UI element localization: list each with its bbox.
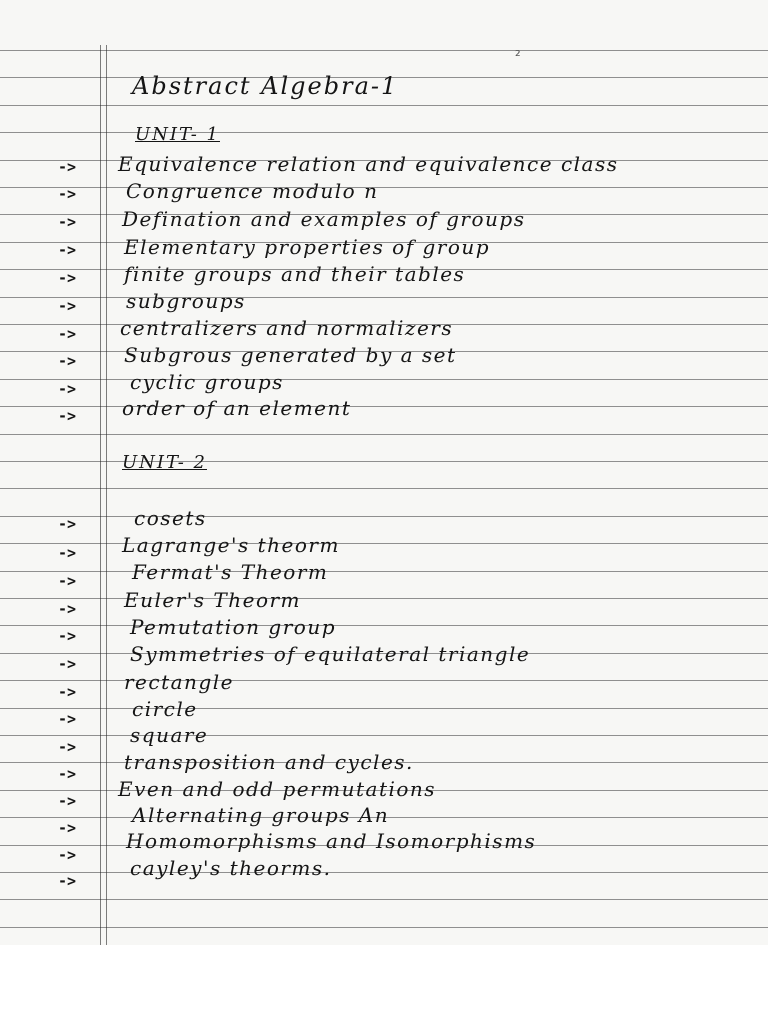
bullet-arrow: -> [58,213,77,231]
unit-1-topic: order of an element [122,396,352,420]
ruled-line [0,105,768,106]
unit-2-topic: Symmetries of equilateral triangle [130,642,531,666]
unit-1-topic: Defination and examples of groups [122,207,526,231]
bullet-arrow: -> [58,819,77,837]
ruled-line [0,708,768,709]
ruled-line [0,488,768,489]
ruled-line [0,899,768,900]
margin-line-left [100,45,101,945]
bullet-arrow: -> [58,846,77,864]
ruled-line [0,461,768,462]
ruled-line [0,379,768,380]
unit-2-topic: square [130,723,209,747]
ruled-line [0,406,768,407]
unit-1-topic: Elementary properties of group [124,235,491,259]
ruled-line [0,625,768,626]
ruled-line [0,598,768,599]
bullet-arrow: -> [58,544,77,562]
ruled-line [0,543,768,544]
bullet-arrow: -> [58,738,77,756]
unit-2-topic: Homomorphisms and Isomorphisms [126,829,537,853]
unit-2-heading: UNIT- 2 [122,452,207,473]
bullet-arrow: -> [58,572,77,590]
unit-2-topic: cayley's theorms. [130,856,332,880]
unit-2-topic: cosets [134,506,207,530]
ruled-line [0,132,768,133]
unit-2-topic: Lagrange's theorm [122,533,340,557]
unit-1-topic: subgroups [126,289,246,313]
ruled-line [0,516,768,517]
bullet-arrow: -> [58,872,77,890]
ruled-line [0,434,768,435]
bullet-arrow: -> [58,765,77,783]
bullet-arrow: -> [58,297,77,315]
unit-1-heading: UNIT- 1 [135,124,220,145]
bullet-arrow: -> [58,655,77,673]
ruled-line [0,297,768,298]
bullet-arrow: -> [58,325,77,343]
ruled-line [0,187,768,188]
bullet-arrow: -> [58,352,77,370]
unit-2-topic: transposition and cycles. [124,750,414,774]
ruled-line [0,571,768,572]
bullet-arrow: -> [58,792,77,810]
bullet-arrow: -> [58,407,77,425]
unit-2-topic: Even and odd permutations [118,777,437,801]
bullet-arrow: -> [58,600,77,618]
bullet-arrow: -> [58,185,77,203]
page-number-mark: ₂ [515,44,521,60]
bullet-arrow: -> [58,683,77,701]
unit-1-topic: Subgrous generated by a set [124,343,457,367]
bullet-arrow: -> [58,269,77,287]
unit-2-topic: rectangle [124,670,234,694]
unit-2-topic: circle [132,697,198,721]
bullet-arrow: -> [58,710,77,728]
bullet-arrow: -> [58,380,77,398]
bullet-arrow: -> [58,515,77,533]
page-title: Abstract Algebra-1 [132,72,399,100]
page-bottom-margin [0,945,768,1024]
unit-2-topic: Pemutation group [130,615,337,639]
unit-1-topic: Equivalence relation and equivalence class [118,152,619,176]
margin-line-right [106,45,107,945]
bullet-arrow: -> [58,627,77,645]
ruled-line [0,735,768,736]
unit-1-topic: centralizers and normalizers [120,316,454,340]
ruled-line [0,872,768,873]
ruled-line [0,927,768,928]
ruled-line [0,50,768,51]
unit-1-topic: Congruence modulo n [126,179,379,203]
bullet-arrow: -> [58,158,77,176]
bullet-arrow: -> [58,241,77,259]
unit-1-topic: finite groups and their tables [124,262,466,286]
unit-2-topic: Euler's Theorm [124,588,302,612]
ruled-line [0,680,768,681]
unit-1-topic: cyclic groups [130,370,284,394]
unit-2-topic: Alternating groups An [132,803,390,827]
unit-2-topic: Fermat's Theorm [132,560,329,584]
